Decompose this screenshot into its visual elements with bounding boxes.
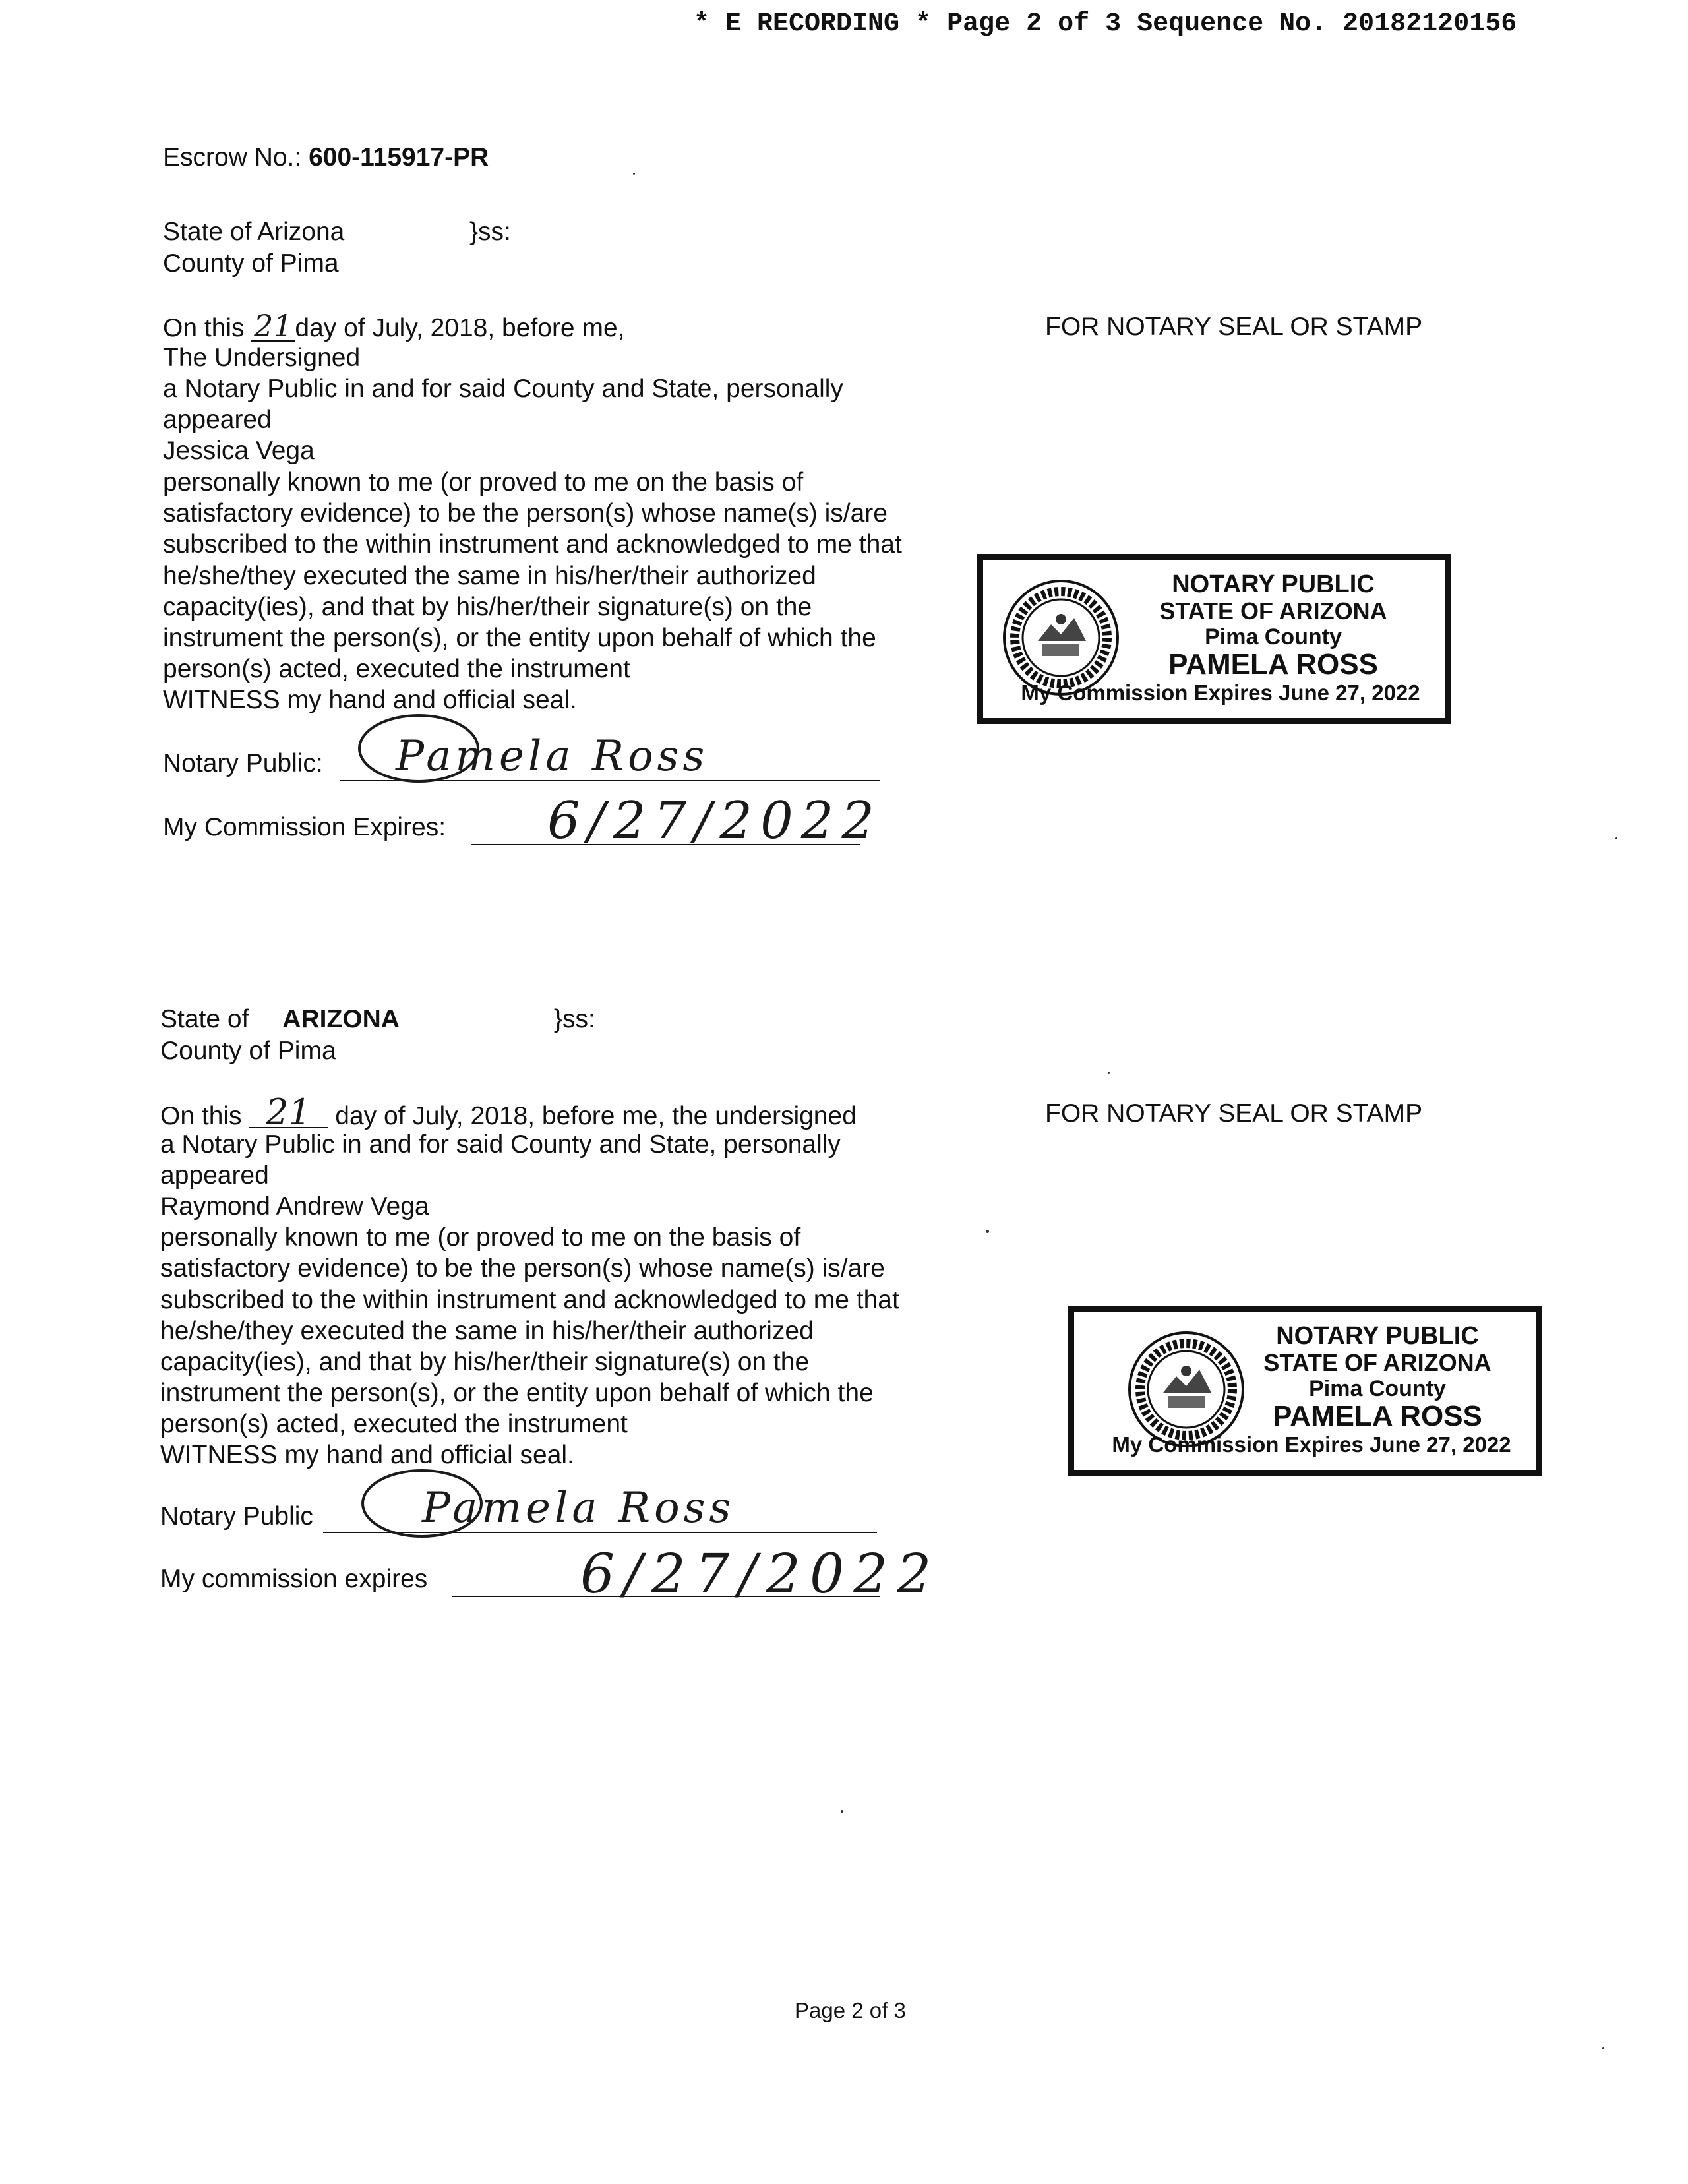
state-seal bbox=[1002, 578, 1120, 697]
stamp-text bbox=[1115, 570, 1432, 680]
stamp-state: STATE OF ARIZONA bbox=[1263, 1349, 1492, 1376]
state-value: ARIZONA bbox=[282, 1005, 400, 1033]
ss-marker: }ss: bbox=[554, 1005, 595, 1033]
stamp-expiration: My Commission Expires June 27, 2022 bbox=[1112, 1432, 1511, 1457]
ack-body-line: subscribed to the within instrument and acknowledged to me that bbox=[163, 530, 902, 559]
stamp-county: Pima County bbox=[1205, 624, 1342, 650]
county-prefix: County of bbox=[160, 1037, 270, 1065]
notary-stamp bbox=[977, 554, 1451, 724]
undersigned-line: The Undersigned bbox=[163, 344, 361, 372]
appeared-line: appeared bbox=[163, 406, 272, 434]
commission-expires-handwritten: 6/27/2022 bbox=[580, 1543, 941, 1606]
ack-body-line: satisfactory evidence) to be the person(s) whose name(s) is/are bbox=[163, 499, 888, 528]
commission-expires-label: My Commission Expires: bbox=[163, 813, 446, 841]
notary-signature: Pamela Ross bbox=[396, 732, 709, 781]
appeared-line: appeared bbox=[160, 1161, 269, 1190]
county-value: Pima bbox=[277, 1037, 336, 1065]
scan-speck bbox=[1615, 837, 1617, 839]
scan-speck bbox=[1602, 2048, 1604, 2049]
county-line: County of Pima bbox=[163, 249, 339, 278]
scan-speck bbox=[633, 173, 635, 175]
escrow-line bbox=[163, 142, 489, 173]
notary-public-line: a Notary Public in and for said County and State, personally bbox=[160, 1130, 841, 1159]
stamp-state: STATE OF ARIZONA bbox=[1159, 597, 1387, 624]
commission-expires-label: My commission expires bbox=[160, 1565, 428, 1593]
escrow-label: Escrow No.: bbox=[163, 143, 302, 171]
ack-body-line: person(s) acted, executed the instrument bbox=[160, 1410, 628, 1438]
day-handwritten: 21 bbox=[249, 1098, 328, 1128]
ack-body-line: he/she/they executed the same in his/her/their authorized bbox=[160, 1317, 814, 1345]
state-line bbox=[160, 1004, 400, 1035]
notary-public-line: a Notary Public in and for said County and State, personally bbox=[163, 375, 843, 403]
scan-speck bbox=[986, 1230, 989, 1233]
witness-line: WITNESS my hand and official seal. bbox=[160, 1441, 574, 1469]
ack-body-line: capacity(ies), and that by his/her/their signature(s) on the bbox=[160, 1348, 810, 1376]
signature-loop bbox=[353, 706, 485, 791]
day-suffix: day of July, 2018, before me, the undersigned bbox=[335, 1102, 857, 1130]
stamp-title: NOTARY PUBLIC bbox=[1172, 570, 1375, 598]
signer-name: Jessica Vega bbox=[163, 437, 315, 465]
notary-signature: Pamela Ross bbox=[422, 1484, 735, 1532]
stamp-name: PAMELA ROSS bbox=[1168, 648, 1378, 681]
stamp-title: NOTARY PUBLIC bbox=[1276, 1322, 1479, 1350]
state-seal bbox=[1127, 1330, 1246, 1449]
stamp-county: Pima County bbox=[1309, 1376, 1446, 1401]
notary-seal-label: FOR NOTARY SEAL OR STAMP bbox=[1045, 313, 1423, 341]
ack-body-line: satisfactory evidence) to be the person(s) whose name(s) is/are bbox=[160, 1254, 885, 1283]
ss-marker: }ss: bbox=[469, 218, 511, 246]
ack-body-line: subscribed to the within instrument and acknowledged to me that bbox=[160, 1286, 899, 1314]
signer-name: Raymond Andrew Vega bbox=[160, 1192, 429, 1221]
day-suffix: day of July, 2018, before me, bbox=[295, 314, 625, 342]
stamp-name: PAMELA ROSS bbox=[1273, 1400, 1482, 1432]
notary-signature-label: Notary Public bbox=[160, 1502, 313, 1531]
notary-signature-label: Notary Public: bbox=[163, 749, 323, 777]
ack-body-line: he/she/they executed the same in his/her/their authorized bbox=[163, 562, 816, 590]
notary-stamp bbox=[1068, 1306, 1542, 1476]
signature-loop bbox=[356, 1461, 488, 1546]
day-line bbox=[160, 1091, 857, 1133]
county-line bbox=[160, 1035, 336, 1066]
ack-body-line: personally known to me (or proved to me on the basis of bbox=[163, 468, 804, 497]
ack-body-line: person(s) acted, executed the instrument bbox=[163, 655, 630, 683]
ack-body-line: instrument the person(s), or the entity upon behalf of which the bbox=[163, 624, 876, 652]
notary-seal-label: FOR NOTARY SEAL OR STAMP bbox=[1045, 1099, 1423, 1128]
state-line: State of Arizona bbox=[163, 218, 345, 246]
stamp-expiration: My Commission Expires June 27, 2022 bbox=[1021, 681, 1420, 705]
ack-body-line: instrument the person(s), or the entity upon behalf of which the bbox=[160, 1379, 874, 1407]
escrow-number: 600-115917-PR bbox=[309, 143, 489, 171]
day-line bbox=[163, 308, 625, 344]
page-footer: Page 2 of 3 bbox=[795, 1998, 906, 2022]
scan-speck bbox=[1108, 1072, 1110, 1074]
stamp-text bbox=[1232, 1322, 1522, 1432]
day-handwritten: 21 bbox=[251, 311, 295, 342]
ack-body-line: personally known to me (or proved to me on the basis of bbox=[160, 1223, 801, 1252]
scan-speck bbox=[841, 1810, 843, 1813]
witness-line: WITNESS my hand and official seal. bbox=[163, 686, 577, 714]
ack-body-line: capacity(ies), and that by his/her/their signature(s) on the bbox=[163, 593, 812, 621]
recording-header: * E RECORDING * Page 2 of 3 Sequence No. 20182120156 bbox=[694, 9, 1517, 39]
commission-expires-handwritten: 6/27/2022 bbox=[547, 791, 882, 851]
state-prefix: State of bbox=[160, 1005, 249, 1033]
day-prefix: On this bbox=[160, 1102, 242, 1130]
day-prefix: On this bbox=[163, 314, 245, 342]
